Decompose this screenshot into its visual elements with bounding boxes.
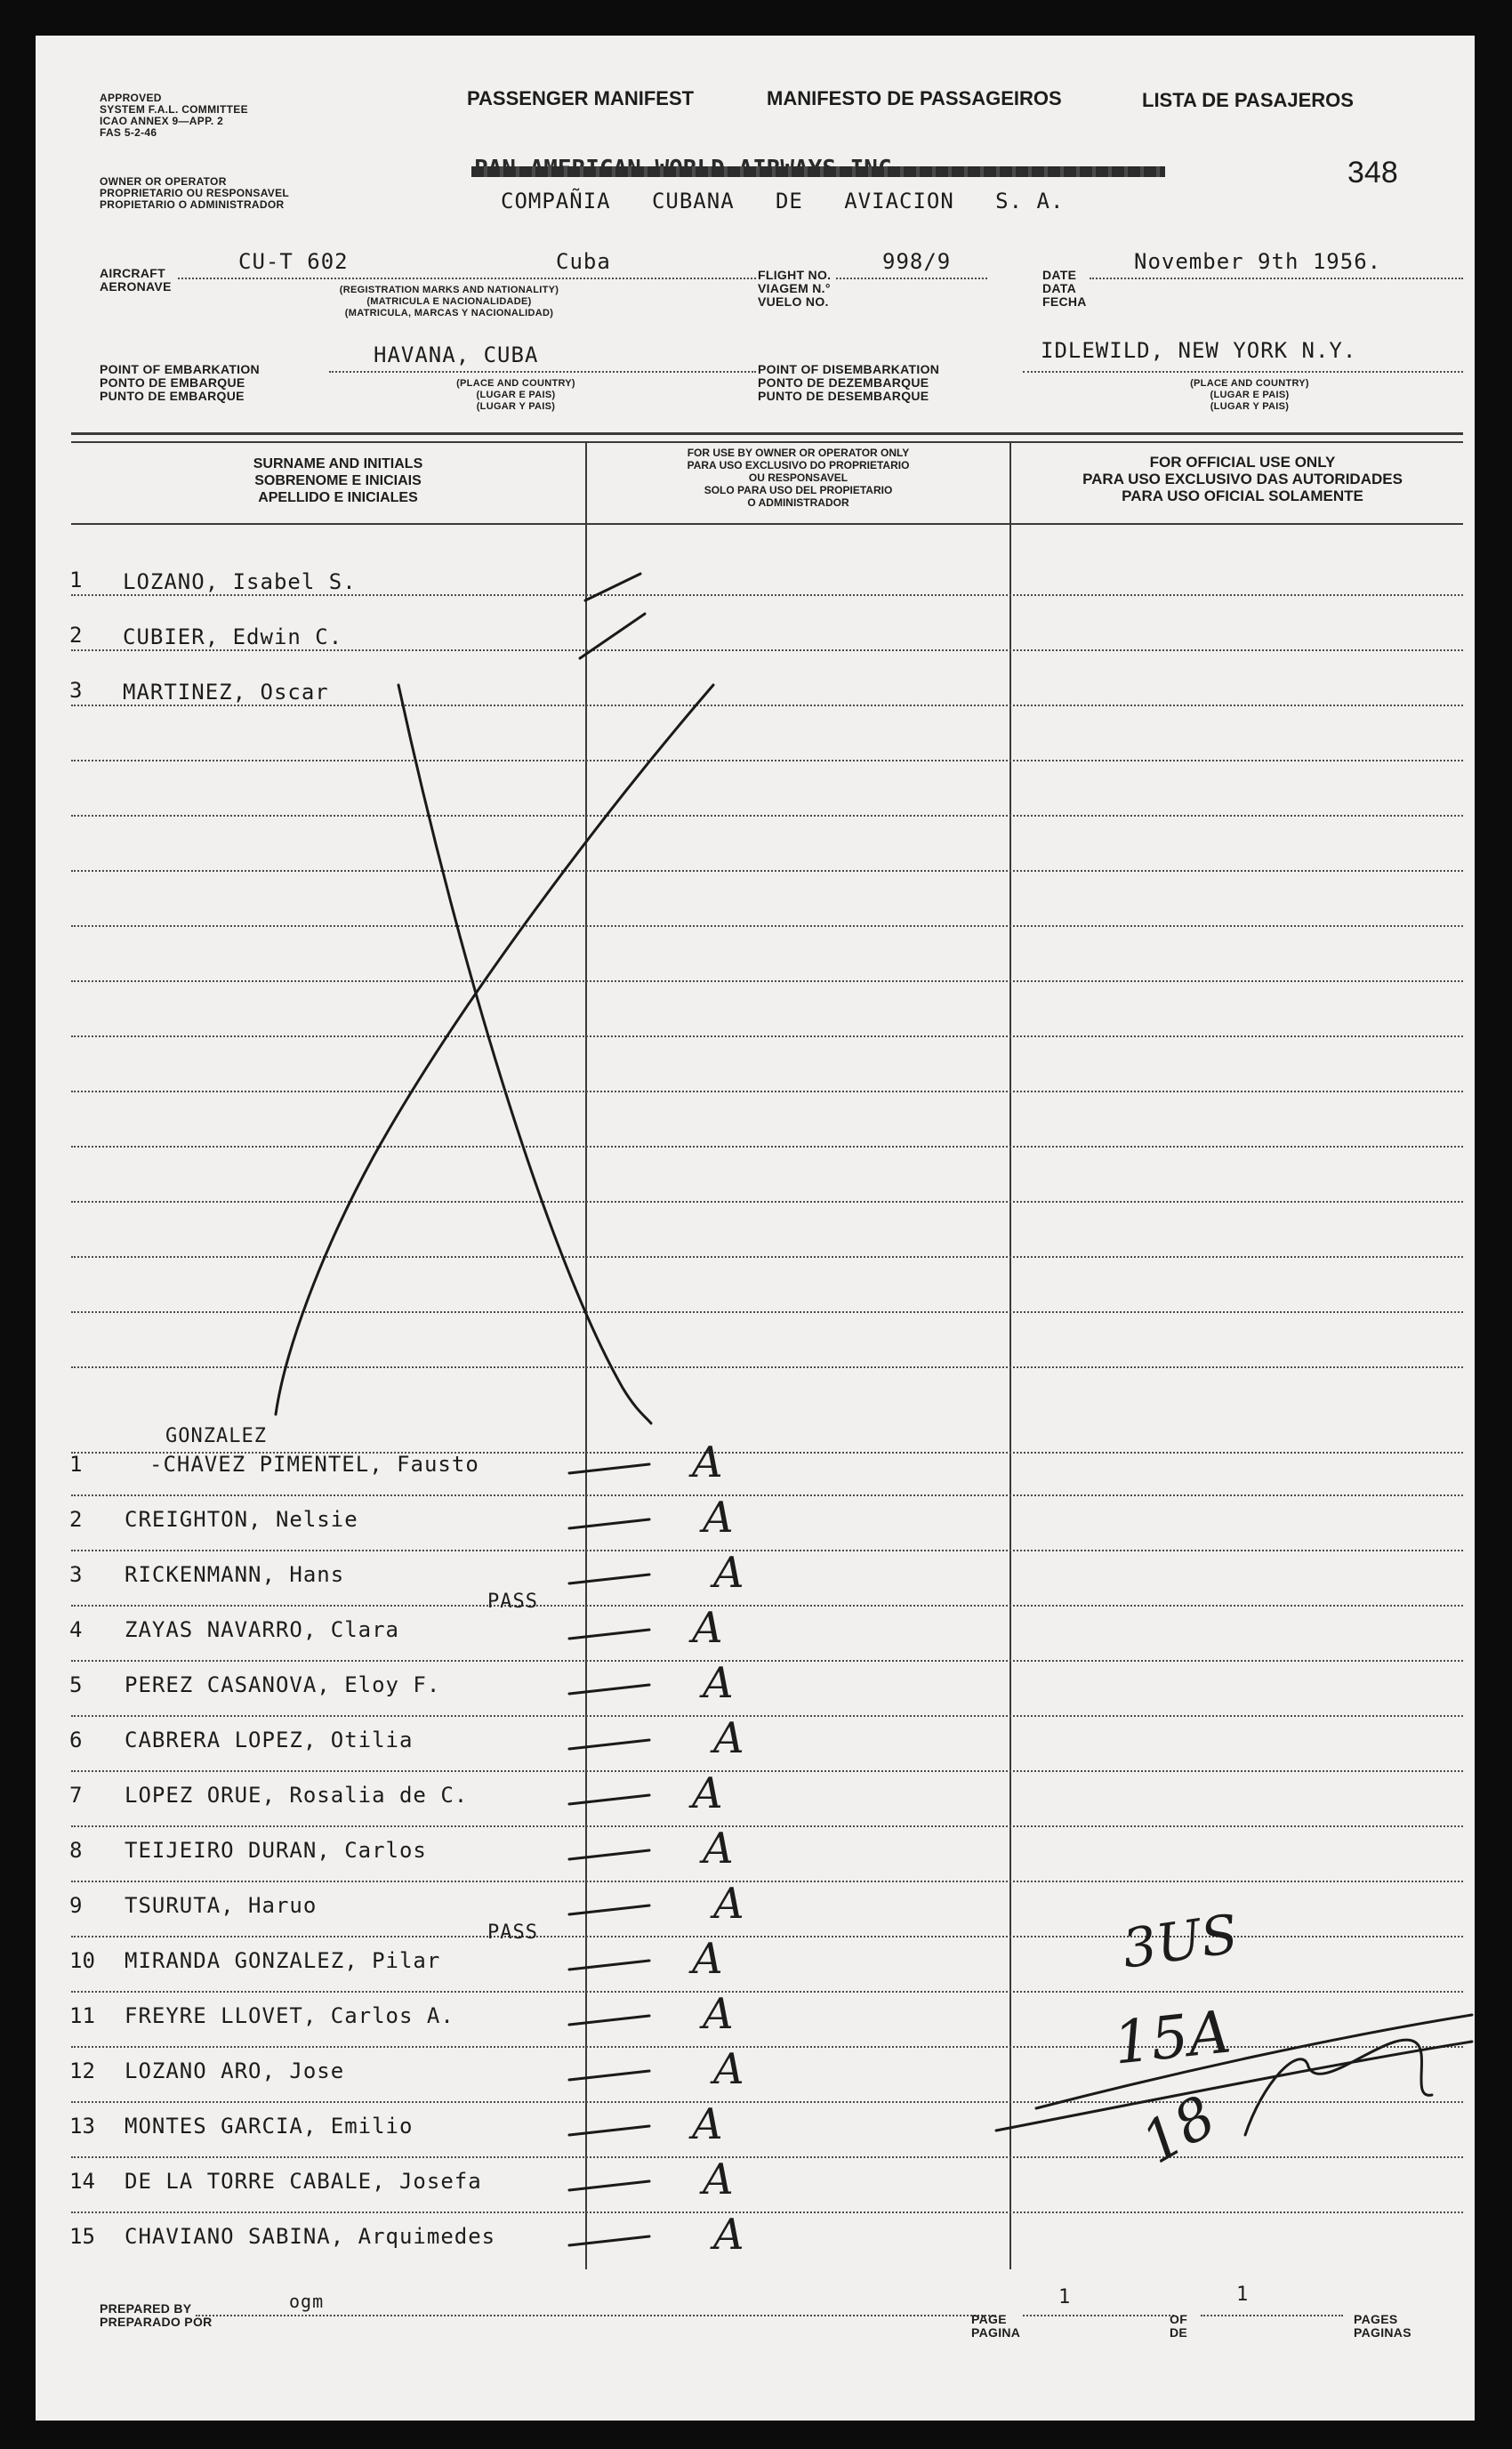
owner-label: PROPRIETARIO OU RESPONSAVEL <box>100 187 290 199</box>
row-rule <box>71 1366 1463 1368</box>
row-rule <box>71 1201 1463 1203</box>
row-rule <box>71 870 1463 872</box>
admission-mark: A <box>703 1658 734 1708</box>
column-header-line: SOLO PARA USO DEL PROPIETARIO <box>704 484 893 496</box>
row-rule <box>71 594 1463 596</box>
passenger-name: MIRANDA GONZALEZ, Pilar <box>125 1948 441 1973</box>
passenger-name: LOZANO, Isabel S. <box>123 569 357 594</box>
row-number: 4 <box>69 1617 83 1642</box>
handwritten-count-a: 15A <box>1110 1997 1235 2078</box>
disembark-label: PUNTO DE DESEMBARQUE <box>758 389 929 403</box>
passenger-name: CABRERA LOPEZ, Otilia <box>125 1728 414 1752</box>
row-rule <box>71 980 1463 982</box>
pages-label: PAGINAS <box>1354 2325 1411 2340</box>
passenger-name: LOPEZ ORUE, Rosalia de C. <box>125 1783 469 1808</box>
row-rule <box>71 2046 1463 2048</box>
total-pages: 1 <box>1236 2284 1250 2306</box>
row-number: 12 <box>69 2058 95 2083</box>
passenger-name: CREIGHTON, Nelsie <box>125 1507 358 1532</box>
title-spanish: LISTA DE PASAJEROS <box>1142 89 1354 111</box>
flight-label: VUELO NO. <box>758 294 829 309</box>
place-label: (PLACE AND COUNTRY) <box>456 378 575 389</box>
disembark-place-labels <box>1143 378 1356 413</box>
column-header-line: O ADMINISTRADOR <box>747 496 849 509</box>
row-rule <box>71 1256 1463 1258</box>
passenger-name: MONTES GARCIA, Emilio <box>125 2114 414 2139</box>
annotation-above: GONZALEZ <box>165 1425 267 1447</box>
page-labels <box>971 2313 1020 2340</box>
passenger-name: FREYRE LLOVET, Carlos A. <box>125 2003 454 2028</box>
column-header-line: PARA USO OFICIAL SOLAMENTE <box>1122 487 1363 504</box>
row-rule <box>71 649 1463 651</box>
prepared-label: PREPARED BY <box>100 2301 192 2316</box>
row-rule <box>71 1936 1463 1937</box>
surname-column-header <box>142 455 534 506</box>
admission-mark: A <box>692 1438 723 1487</box>
row-rule <box>71 1091 1463 1092</box>
date-label: DATA <box>1042 281 1077 295</box>
row-rule <box>71 1146 1463 1148</box>
row-number: 2 <box>69 623 83 648</box>
flight-labels <box>758 269 831 309</box>
admission-mark: A <box>703 1989 734 2039</box>
embark-place-labels <box>409 378 623 413</box>
owner-labels <box>100 176 289 211</box>
row-number: 3 <box>69 1562 83 1587</box>
passenger-name: CHAVIANO SABINA, Arquimedes <box>125 2224 496 2249</box>
manifest-sheet <box>36 36 1475 2421</box>
row-rule <box>71 1825 1463 1827</box>
date-label: FECHA <box>1042 294 1087 309</box>
disembark-label: POINT OF DISEMBARKATION <box>758 362 940 376</box>
row-rule <box>71 1605 1463 1607</box>
row-number: 15 <box>69 2224 95 2249</box>
row-number: 3 <box>69 678 83 703</box>
passenger-name: PEREZ CASANOVA, Eloy F. <box>125 1672 441 1697</box>
registration-labels <box>302 285 596 319</box>
column-header-line: APELLIDO E INICIALES <box>258 490 418 505</box>
passenger-name: MARTINEZ, Oscar <box>123 680 329 705</box>
embark-label: PONTO DE EMBARQUE <box>100 375 245 390</box>
owner-use-column-header <box>591 447 1005 509</box>
row-rule <box>71 2211 1463 2213</box>
flight-label: FLIGHT NO. <box>758 268 832 282</box>
passenger-name: CUBIER, Edwin C. <box>123 624 343 649</box>
passenger-name: TSURUTA, Haruo <box>125 1893 318 1918</box>
annotation-above: PASS <box>487 1921 538 1944</box>
approval-line: ICAO ANNEX 9—APP. 2 <box>100 115 224 127</box>
table-top-rule <box>71 432 1463 435</box>
row-number: 9 <box>69 1893 83 1918</box>
annotation-above: PASS <box>487 1591 538 1613</box>
date-labels <box>1042 269 1087 309</box>
point-of-embarkation: HAVANA, CUBA <box>374 342 539 367</box>
column-header-line: FOR USE BY OWNER OR OPERATOR ONLY <box>687 447 910 459</box>
disembark-label: PONTO DE DEZEMBARQUE <box>758 375 929 390</box>
embark-label: POINT OF EMBARKATION <box>100 362 260 376</box>
title-portuguese: MANIFESTO DE PASSAGEIROS <box>767 87 1062 109</box>
date-label: DATE <box>1042 268 1077 282</box>
passenger-name: DE LA TORRE CABALE, Josefa <box>125 2169 482 2194</box>
admission-mark: A <box>713 1548 744 1598</box>
of-label: DE <box>1170 2325 1188 2340</box>
row-rule <box>71 1035 1463 1037</box>
row-rule <box>71 1881 1463 1882</box>
official-use-column-header <box>1016 454 1469 504</box>
page-label: PAGINA <box>971 2325 1021 2340</box>
column-header-line: PARA USO EXCLUSIVO DO PROPRIETARIO <box>687 459 910 471</box>
approval-block <box>100 93 248 139</box>
handwritten-total: 18 <box>1130 2083 1227 2178</box>
row-rule <box>71 2101 1463 2103</box>
aircraft-label: AIRCRAFT <box>100 266 165 280</box>
row-number: 1 <box>69 1452 83 1477</box>
table-header-rule <box>71 523 1463 525</box>
pages-labels <box>1354 2313 1411 2340</box>
admission-mark: A <box>713 2210 744 2260</box>
approval-line: FAS 5-2-46 <box>100 126 157 139</box>
place-label: (PLACE AND COUNTRY) <box>1190 378 1309 389</box>
page-number: 348 <box>1347 156 1398 189</box>
registration-label: (MATRICULA, MARCAS Y NACIONALIDAD) <box>344 308 554 318</box>
row-number: 7 <box>69 1783 83 1808</box>
table-top-rule-2 <box>71 441 1463 443</box>
point-of-disembarkation: IDLEWILD, NEW YORK N.Y. <box>1041 338 1357 363</box>
row-rule <box>71 705 1463 706</box>
approval-line: APPROVED <box>100 92 162 104</box>
admission-mark: A <box>703 1493 734 1543</box>
admission-mark: A <box>692 1934 723 1984</box>
prepared-by: ogm <box>289 2291 325 2312</box>
aircraft-registration: CU-T 602 <box>238 249 349 274</box>
flight-number: 998/9 <box>882 249 952 274</box>
embark-labels <box>100 363 260 403</box>
row-rule <box>71 815 1463 817</box>
passenger-name: LOZANO ARO, Jose <box>125 2058 345 2083</box>
place-label: (LUGAR Y PAIS) <box>476 401 556 412</box>
column-divider-1 <box>585 441 587 2269</box>
place-label: (LUGAR Y PAIS) <box>1210 401 1290 412</box>
column-header-line: FOR OFFICIAL USE ONLY <box>1149 454 1336 471</box>
row-rule <box>71 1494 1463 1496</box>
column-divider-2 <box>1009 441 1011 2269</box>
passenger-name: ZAYAS NAVARRO, Clara <box>125 1617 399 1642</box>
row-rule <box>71 1550 1463 1551</box>
row-rule <box>71 1660 1463 1662</box>
owner-label: PROPIETARIO O ADMINISTRADOR <box>100 198 285 211</box>
passenger-name: -CHAVEZ PIMENTEL, Fausto <box>149 1452 479 1477</box>
admission-mark: A <box>713 1713 744 1763</box>
handwritten-count-us: 3US <box>1118 1903 1243 1981</box>
admission-mark: A <box>692 1603 723 1653</box>
place-label: (LUGAR E PAIS) <box>1210 390 1290 400</box>
row-number: 8 <box>69 1838 83 1863</box>
page-count: 1 <box>1058 2286 1072 2308</box>
row-rule <box>71 1311 1463 1313</box>
row-number: 2 <box>69 1507 83 1532</box>
row-number: 13 <box>69 2114 95 2139</box>
strike-through <box>471 166 1165 177</box>
manifest-date: November 9th 1956. <box>1134 249 1382 274</box>
row-number: 14 <box>69 2169 95 2194</box>
company-name: COMPAÑIA CUBANA DE AVIACION S. A. <box>501 189 1065 213</box>
title-english: PASSENGER MANIFEST <box>467 87 695 109</box>
aircraft-labels <box>100 267 172 294</box>
column-header-line: SOBRENOME E INICIAIS <box>254 473 422 488</box>
row-rule <box>71 2156 1463 2158</box>
row-number: 11 <box>69 2003 95 2028</box>
embark-label: PUNTO DE EMBARQUE <box>100 389 245 403</box>
pages-label: PAGES <box>1354 2312 1398 2326</box>
disembark-labels <box>758 363 939 403</box>
row-rule <box>71 925 1463 927</box>
row-rule <box>71 760 1463 761</box>
of-labels <box>1170 2313 1187 2340</box>
admission-mark: A <box>713 2044 744 2094</box>
aircraft-label: AERONAVE <box>100 279 172 294</box>
row-number: 1 <box>69 568 83 592</box>
admission-mark: A <box>692 2099 723 2149</box>
passenger-name: TEIJEIRO DURAN, Carlos <box>125 1838 427 1863</box>
row-rule <box>71 1770 1463 1772</box>
of-label: OF <box>1170 2312 1188 2326</box>
column-header-line: OU RESPONSAVEL <box>748 471 848 484</box>
registration-label: (MATRICULA E NACIONALIDADE) <box>366 296 532 307</box>
flight-label: VIAGEM N.° <box>758 281 831 295</box>
aircraft-nationality: Cuba <box>556 249 611 274</box>
registration-label: (REGISTRATION MARKS AND NATIONALITY) <box>339 285 559 295</box>
column-header-line: PARA USO EXCLUSIVO DAS AUTORIDADES <box>1082 471 1403 487</box>
row-number: 5 <box>69 1672 83 1697</box>
row-rule <box>71 1715 1463 1717</box>
column-header-line: SURNAME AND INITIALS <box>253 456 423 471</box>
row-number: 6 <box>69 1728 83 1752</box>
admission-mark: A <box>692 1768 723 1818</box>
admission-mark: A <box>713 1879 744 1929</box>
row-number: 10 <box>69 1948 95 1973</box>
page-label: PAGE <box>971 2312 1007 2326</box>
passenger-name: RICKENMANN, Hans <box>125 1562 345 1587</box>
owner-label: OWNER OR OPERATOR <box>100 175 227 188</box>
prepared-label: PREPARADO POR <box>100 2315 213 2329</box>
admission-mark: A <box>703 2155 734 2204</box>
row-rule <box>71 1991 1463 1993</box>
admission-mark: A <box>703 1824 734 1873</box>
place-label: (LUGAR E PAIS) <box>476 390 556 400</box>
approval-line: SYSTEM F.A.L. COMMITTEE <box>100 103 248 116</box>
